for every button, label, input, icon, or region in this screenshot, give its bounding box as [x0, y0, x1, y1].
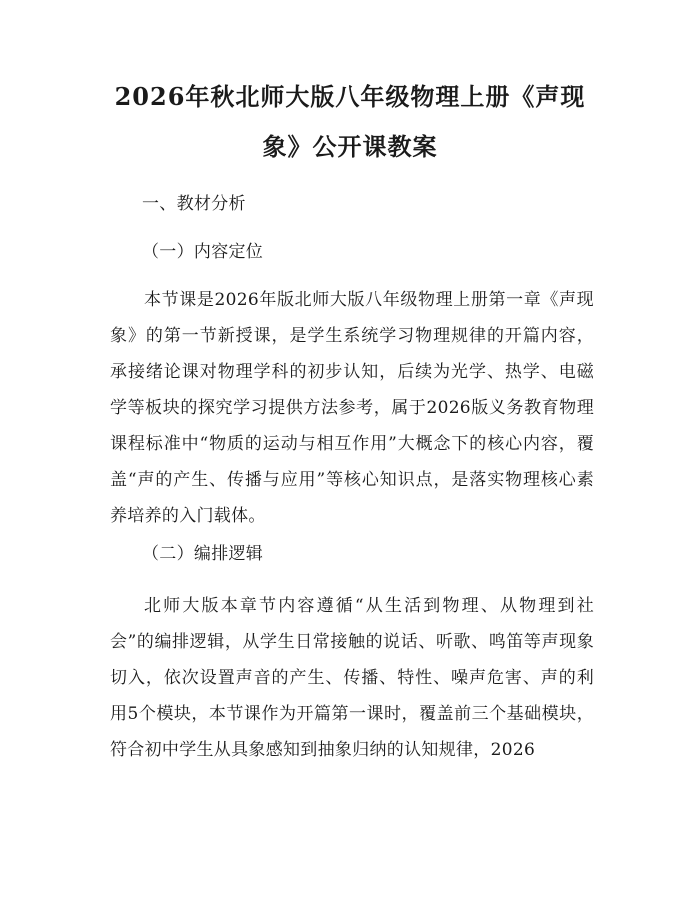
- section-heading-textbook-analysis: 一、教材分析: [142, 194, 246, 214]
- subsection-heading-arrangement-logic: （二）编排逻辑: [142, 544, 264, 564]
- document-title-line-2: 象》公开课教案: [262, 132, 438, 161]
- document-title-line-1: 2026年秋北师大版八年级物理上册《声现: [114, 82, 586, 111]
- paragraph-content-positioning: 本节课是2026年版北师大版八年级物理上册第一章《声现象》的第一节新授课，是学生系统学习物理规律的开篇内容，承接绪论课对物理学科的初步认知，后续为光学、热学、电磁学等板块的探究学习提供方法参考，属于2026版义务教育物理课程标准中“物质的运动与相互作用”大概念下的核心内容，覆盖“声的产生、传播与应用”等核心知识点，是落实物理核心素养培养的入门载体。: [110, 290, 594, 526]
- subsection-heading-content-positioning: （一）内容定位: [142, 242, 264, 262]
- paragraph-arrangement-logic: 北师大版本章节内容遵循“从生活到物理、从物理到社会”的编排逻辑，从学生日常接触的说话、听歌、鸣笛等声现象切入，依次设置声音的产生、传播、特性、噪声危害、声的利用5个模块，本节课作为开篇第一课时，覆盖前三个基础模块，符合初中学生从具象感知到抽象归纳的认知规律，2026: [110, 596, 594, 760]
